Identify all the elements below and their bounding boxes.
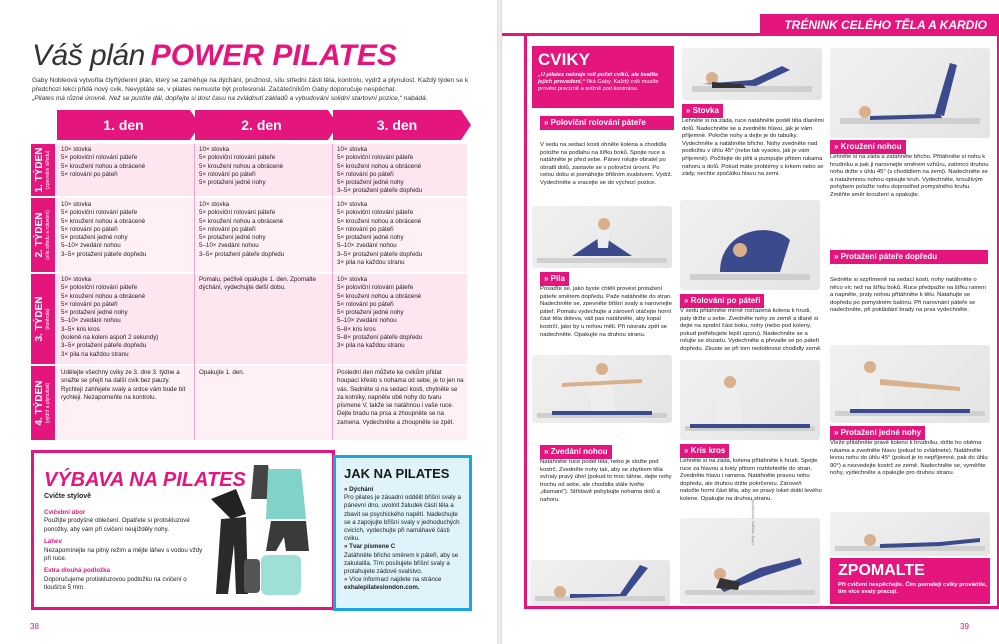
- intro-paragraph: Gaby Nobleová vytvořila čtyřtýdenní plán, který se zaměřuje na dýchání, pružnost, sílu střední části těla, kontrolu, vydrž a plynulost. Každý týden se k předchozí lekci přidá nový cvik. Nevyptáte se, v pilates nemusíte být profesionál. Začátečníkům Gaby doporučuje nespěchat.: [32, 77, 469, 93]
- week-1-label: [31, 144, 55, 196]
- week-4-title: 4. TÝDEN: [34, 380, 45, 426]
- exercise-text-leg-lift: Natáhněte ruce podél těla, nebo je složte pod kostrč. Zvedněte nohy tak, aby se zbytkem těla svíraly pravý úhel (pokud to moc táhne, dejte nohy trochu od sebe, ale chodidla stále tvořte „diamant“). Střídavě pohybujte nohama dolů a nahoru.: [540, 459, 672, 503]
- day-3-header: [333, 110, 461, 140]
- photo-credit: Getty Images, Istockphoto: [750, 498, 755, 545]
- intro-text: [32, 76, 472, 103]
- week-3-title: 3. TÝDEN: [34, 296, 45, 342]
- photo-leg-lift: [530, 560, 670, 606]
- photo-single-leg: [830, 512, 990, 556]
- exercise-text-roll: V sedu přitáhněte mírně rozťazená kolena k hrudi, paty držte u sebe. Zvedněte nohy ze země a dlaně si dejte na spodní část boku, nohy (nebo pod koleny, pokud potřebujete lepší oporu). Nadechněte se a rolujte se dozadu. Vydechněte a převalte se po páteři dopředu. Zkuste se při tom nedotknout chodidly země.: [680, 308, 822, 352]
- week-2-sub: (síla středu a rolování): [45, 210, 51, 260]
- left-page: [0, 0, 497, 644]
- cell-w3-d2: Pomalu, pečlivě opakujte 1. den. Zpomalte dýchání, vydechujte delší dobu.: [199, 276, 316, 292]
- cell-w2-d3: 10× stovka 5× poloviční rolování páteře 5× kroužení nohou a obrácené 5× rolování po páteři 5× protažení jedné nohy 5–10× zvedání nohou 3–5× protažení páteře dopředu 3× pila na každou stranu: [337, 201, 423, 267]
- photo-forward: [830, 345, 990, 423]
- title-light: Váš plán: [32, 39, 145, 72]
- table-header: [57, 110, 467, 140]
- title-bold: POWER PILATES: [150, 39, 397, 72]
- day-2-header: [195, 110, 328, 140]
- how-to-breathing: Pro pilates je zásadní oddělit břišní svaly a pánevní dno, uvolnit žaludek části těla a zbavit se psychického napětí. Nadechujte se a zapojujte břišní svaly v jednoduchých cvicích, vydechujte při namáhavé části cviku.: [344, 494, 461, 543]
- equipment-item-head: Extra dlouhá podložka: [44, 567, 111, 575]
- day-1-label: 1. den: [103, 117, 144, 133]
- cell-w2-d1: 10× stovka 5× poloviční rolování páteře 5× kroužení nohou a obrácené 5× rolování po páteři 5× protažení jedné nohy 5–10× zvedání nohou 3–5× protažení páteře dopředu: [61, 201, 147, 258]
- photo-leg-circles: [830, 48, 990, 138]
- equipment-item-text: Použijte prodyšné oblečení. Opatřete si protiskluzové ponožky, aby vám při cvičení neujížděly nohy.: [44, 517, 190, 533]
- how-to-link[interactable]: exhalepilateslondon.com.: [344, 584, 420, 592]
- week-2-label: [31, 198, 55, 272]
- week-2-title: 2. TÝDEN: [34, 212, 45, 258]
- photo-hundred: [682, 48, 822, 100]
- equipment-item-head: Láhev: [44, 538, 62, 546]
- exercise-heading-half-roll: » Poloviční rolování páteře: [540, 116, 674, 130]
- day-2-label: 2. den: [241, 117, 282, 133]
- intro-note: „Pilates má různé úrovně. Než se pustíte dál, dopřejte si dost času na zvládnutí základů a vybudování solidní startovní pozice,“ nabádá.: [32, 95, 428, 102]
- section-header-text: TRÉNINK CELÉHO TĚLA A KARDIO: [784, 18, 987, 32]
- exercise-text-leg-circles: Lehněte si na záda a zatáhněte břicho. Přitáhněte si nohu k hrudníku a pak ji narovnejte směrem vzhůru, zatímco druhou nohu držte v úhlu 45° (s chodidlem na zemi). Nadechněte se a natažennou nohou opisujte kruh. Vydechněte, krouživým pohybem položte nohu doprostřed pomyslného kruhu. Změňte směr kroužení a opakujte.: [830, 154, 989, 198]
- week-1-title: 1. TÝDEN: [34, 147, 45, 193]
- cell-w4-d1: Udělejte všechny cviky ze 3. dne 3. týdne a snažte se přejít na další cvik bez pauzy. Rychlejí zahřejete svaly a srdce vám bude bít rychleji. Nezapomeňte na kontrolu.: [61, 369, 186, 401]
- exercise-heading-saw: » Pila: [540, 272, 569, 286]
- how-to-title: JAK NA PILATES: [344, 466, 450, 481]
- quote-attribution: říká Gaby. Každý cvik musíte provést precizně a svižně pod kontrolou.: [538, 79, 659, 92]
- photo-half-roll: [532, 206, 672, 268]
- exercise-text-single-leg: Vleže přitáhněte pravé koleno k hrudníku, držte ho oběma rukama a zvedněte hlavu (pokud to zvládnete). Natáhněte levou nohu do úhlu 45° (pokud je to nepříjemné, pak do úhlu 90°) a nezvedejte kostrč ze země. Nadechněte se, vyměňte nohy, vydechněte a opakujte pro druhou stranu.: [830, 440, 988, 477]
- week-4-sub: (výdrž a plynulost): [45, 382, 51, 424]
- equipment-title: VÝBAVA NA PILATES: [44, 469, 246, 491]
- cell-w1-d2: 10× stovka 5× poloviční rolování páteře 5× kroužení nohou a obrácené 5× rolování po páteři 5× protažení jedné nohy: [199, 146, 284, 187]
- photo-saw: [532, 355, 672, 423]
- cell-w4-d2: Opakujte 1. den.: [199, 369, 245, 376]
- week-4-label: [31, 366, 55, 440]
- how-to-more: » Více informací najdete na stránce: [344, 576, 442, 584]
- exercise-heading-spine-stretch: » Protažení páteře dopředu: [830, 250, 988, 264]
- how-to-c-shape: Zatáhněte břicho směrem k páteři, aby se zakulatila. Tím posílujete břišní svaly a protahujete zádové svalstvo.: [344, 551, 459, 576]
- quote: „U pilates nehraje roli počet cviků, ale kvalita jejich provedení,“: [538, 72, 659, 85]
- exercise-heading-stovka: » Stovka: [682, 104, 723, 118]
- exercises-quote: [538, 72, 668, 93]
- exercise-text-stovka: Lehněte si na záda, ruce natáhněte podél těla dlaněmi dolů. Nadechněte se a zvedněte hlavu, jak je vám příjemné. Pokrčte nohy a dejte je do tabulky. Vydechněte a natáhněte břicho. Nohy zvedněte nad podložku v úhlu 45° (nebo tak vysoko, jak je vám příjemné). Počítejte do pěti a pumpujte přitom rukama nahoru a dolů. Pokud máte problémy s krkem nebo se zády, nechte zpočátku hlavu na zemi.: [682, 118, 824, 178]
- slow-down-title: ZPOMALTE: [838, 562, 925, 579]
- equipment-list: [44, 505, 204, 593]
- cell-w4-d3: Poslední den můžete ke cvikům přidat houpací křeslo s nohama od sebe, je to jen na vás. Sedněte si na sedací kosti, chytněte se za kotníky, napněte obě nohy do tvaru písmene V, takže se natáhnou i vaše ruce. Dejte bradu na prsa a zhoupněte se na zamena. Vydechněte a zhoupněte se zpět.: [337, 369, 464, 426]
- exercise-text-half-roll: V sedu na sedací kosti ohněte kolena a chodidla položte na podlahu na šířku boků. Spojte ruce a natáhněte je před sebe. Pánev rolujte obratel po obratli dolů, zastavte se v poloviční úrovni. Po celou dobu si pomáhejte břišním svalstvem. Vydrž. Vydechněte a vracejte se do výchozí pozice.: [540, 142, 673, 186]
- photo-roll-like-ball: [680, 200, 820, 290]
- how-to-head-breathing: » Dýchání: [344, 486, 374, 493]
- exercise-heading-criss-cross: » Kris kros: [680, 444, 729, 458]
- clothing-illustration: [206, 459, 326, 601]
- cell-w1-d1: 10× stovka 5× poloviční rolování páteře 5× kroužení nohou a obrácené 5× rolování po páteři: [61, 146, 146, 178]
- page-number-left: 38: [30, 622, 39, 631]
- exercise-text-saw: Posaďte se, jako byste chtěli provést protažení páteře směrem dopředu. Paže natáhněte do stran. Nadechněte se, zpevněte břišní svaly a narovnejte páteř. Pomalu vydechujte a zároveň otáčejte horní část těla doleva, váš pas natáhněte, aby kopal kostrčí, jako by u nohou měli. Při návratu zpět se nadechněte. Opakujte na druhou stranu.: [540, 286, 672, 338]
- equipment-item-text: Doporučujeme protiskluzovou podložku na cvičení o tloušťce 5 mm.: [44, 575, 187, 592]
- slow-down-box: [830, 558, 990, 604]
- exercise-heading-single-leg: » Protažení jedné nohy: [830, 426, 925, 440]
- photo-spine-stretch: [680, 360, 820, 440]
- col-divider: [194, 144, 195, 440]
- week-1-sub: (zpevnění středu): [45, 150, 51, 190]
- week-3-label: [31, 274, 55, 364]
- page-number-right: 39: [960, 622, 969, 631]
- equipment-item-text: Nezapomínejte na pitný režim a mějte láhev s vodou vždy při ruce.: [44, 546, 203, 563]
- equipment-subtitle: Cvičte stylově: [44, 493, 92, 500]
- slow-down-text: Při cvičení nespěchejte. Čím pomaleji cviky provádíte, tím více svaly pracují.: [838, 582, 987, 595]
- week-3-sub: (kontrola): [45, 308, 51, 330]
- day-1-header: [57, 110, 190, 140]
- equipment-item-head: Cvičební úbor: [44, 509, 86, 516]
- cell-w1-d3: 10× stovka 5× poloviční rolování páteře 5× kroužení nohou a obrácené 5× rolování po páteři 5× protažení jedné nohy 3–5× protažení páteře dopředu: [337, 146, 423, 195]
- section-header: [760, 14, 999, 36]
- plan-table: [31, 110, 467, 440]
- cell-w3-d3: 10× stovka 5× poloviční rolování páteře 5× kroužení nohou a obrácené 5× rolování po páteři 5× protažení jedné nohy 5–10× zvedání nohou 5–8× kris kros 5–8× protažení páteře dopředu 3× pila na každou stranu: [337, 276, 423, 350]
- exercise-text-criss-cross: Lehněte si na záda, kolena přitáhněte k hrudi. Spojte ruce za hlavou a lokty přitom rozhlehněte do stran. Zvedněte hlavu i ramena. Natáhněte pravou nohu dopředu, ale druhou držte pokrčenou. Zároveň natočte horní část těla, aby se pravý loket dotkl levého kolene. Opakujte na druhou stranu.: [680, 458, 822, 502]
- how-to-head-c-shape: » Tvar písmene C: [344, 543, 396, 551]
- cell-w3-d1: 10× stovka 5× poloviční rolování páteře 5× kroužení nohou a obrácené 5× rolování po páteři 5× protažení jedné nohy 5–10× zvedání nohou 3–5× kris kros (koleně na koleni aspoň 2 sekundy) 3–5× protažení páteře dopředu 3× pila na každou stranu: [61, 276, 159, 358]
- equipment-box: [31, 450, 335, 610]
- how-to-box: [333, 455, 472, 611]
- col-divider: [332, 144, 333, 440]
- exercise-heading-leg-lift: » Zvedání nohou: [540, 445, 612, 459]
- day-3-label: 3. den: [376, 117, 418, 133]
- cell-w2-d2: 10× stovka 5× poloviční rolování páteře 5× kroužení nohou a obrácené 5× rolování po páteři 5× protažení jedné nohy 5–10× zvedání nohou 3–5× protažení páteře dopředu: [199, 201, 285, 258]
- page-title: [32, 40, 397, 72]
- exercises-intro: [532, 46, 674, 108]
- exercise-heading-roll: » Rolování po páteři: [680, 294, 764, 308]
- right-page: [502, 0, 999, 644]
- exercise-text-spine-stretch: Sedněte si vzpřímeně na sedací kosti, nohy natáhněte o něco víc než na šířku boků. Ruce předpažte na šířku ramen a napněte, prsty nohou přitáhněte k tělu. Natahujte se dopředu po pomyslném balónu. Při narovnání páteře se nadechněte, při pokládání brady na prsa vydechněte.: [830, 277, 986, 314]
- how-to-text: [344, 486, 462, 593]
- exercise-heading-leg-circles: » Kroužení nohou: [830, 140, 906, 154]
- exercises-title: CVIKY: [538, 50, 590, 69]
